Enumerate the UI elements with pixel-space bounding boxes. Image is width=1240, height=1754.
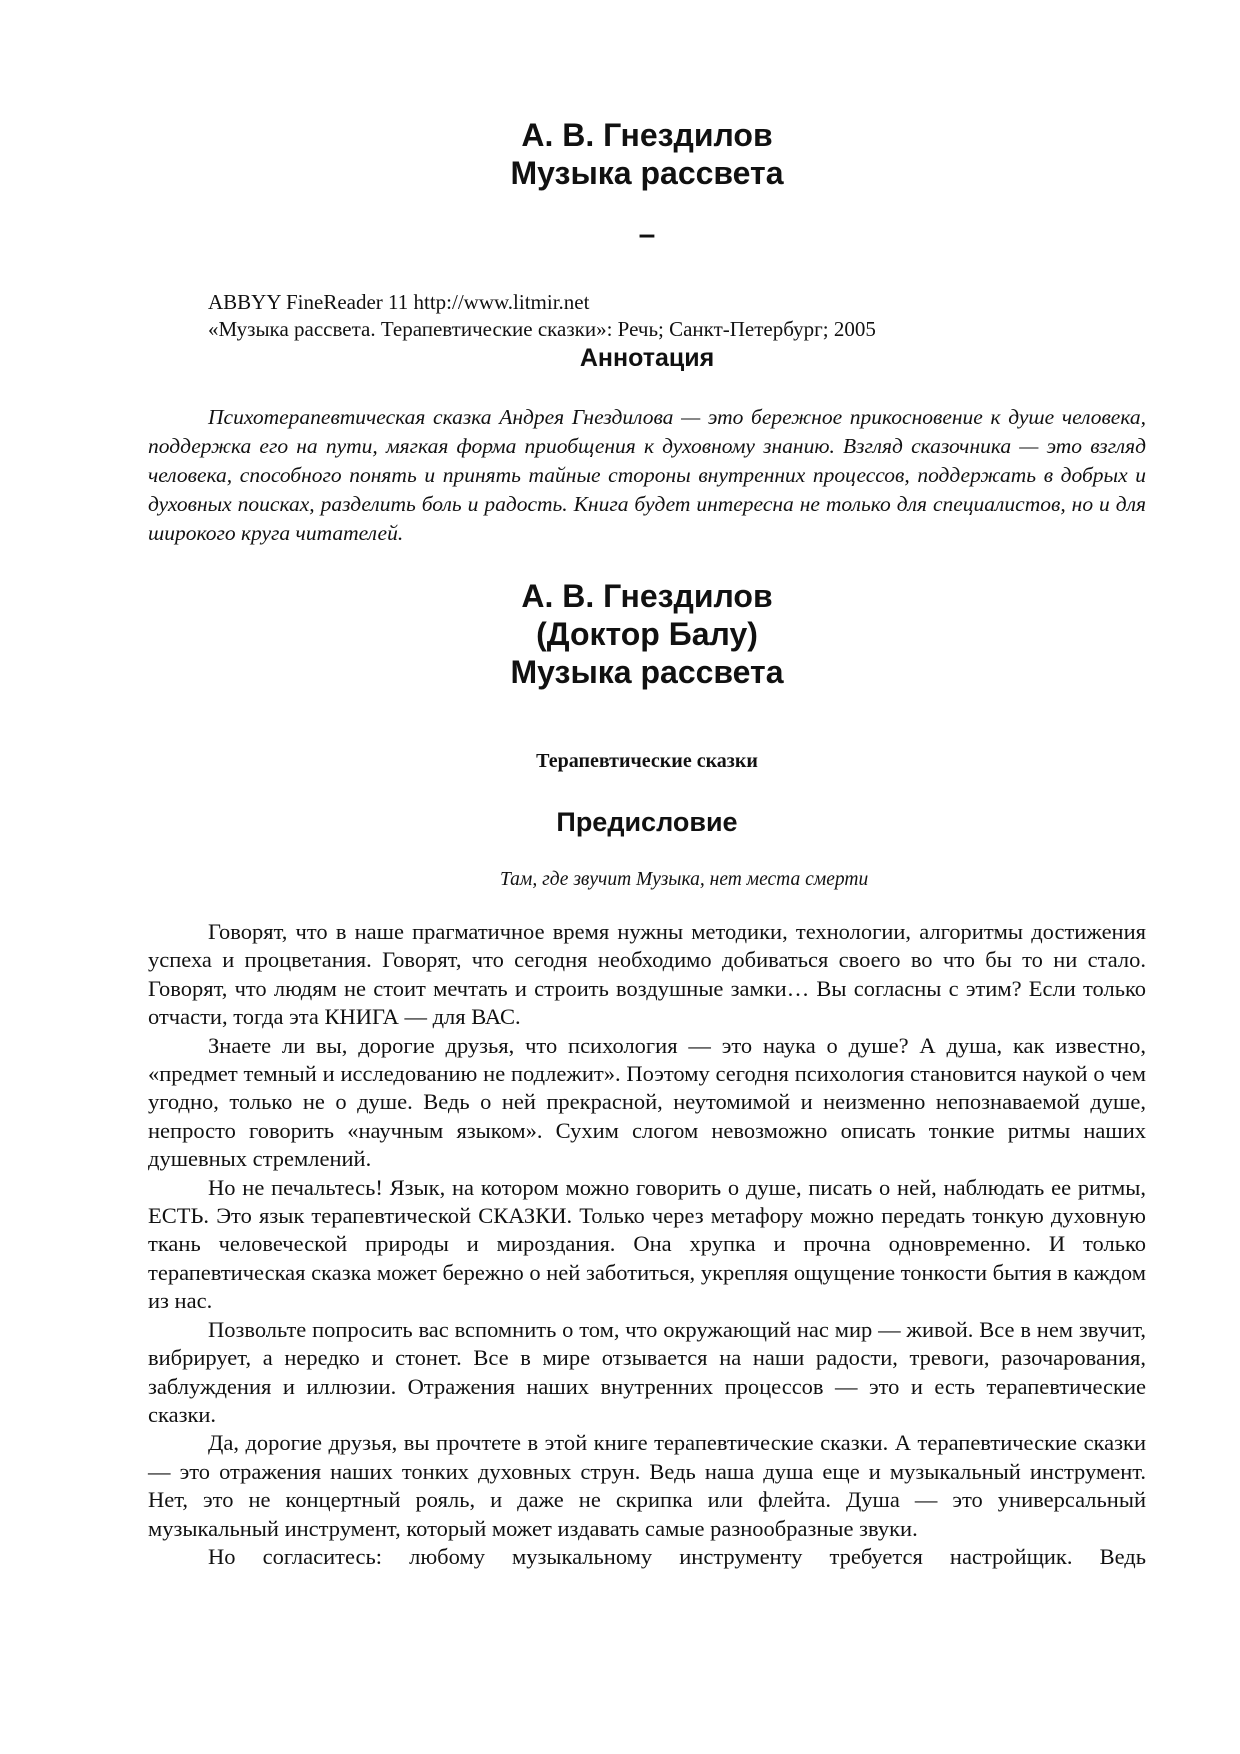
paragraph: Но не печальтесь! Язык, на котором можно говорить о душе, писать о ней, наблюдать ее ритмы, ЕСТЬ. Это язык терапевтической СКАЗКИ. Только через метафору можно передать тонкую духовную ткань человеческой природы и мироздания. Она хрупка и прочна одновременно. И только терапевтическая сказка может бережно о ней заботиться, укрепляя ощущение тонкости бытия в каждом из нас.: [148, 1174, 1146, 1314]
title-name: Музыка рассвета: [510, 654, 784, 690]
meta-source-line: ABBYY FineReader 11 http://www.litmir.net: [208, 290, 590, 314]
meta-publication-line: «Музыка рассвета. Терапевтические сказки»: Речь; Санкт-Петербург; 2005: [208, 317, 876, 341]
annotation-text: Психотерапевтическая сказка Андрея Гнездилова — это бережное прикосновение к душе человека, поддержка его на пути, мягкая форма приобщения к духовному знанию. Взгляд сказочника — это взгляд человека, способного понять и принять тайные стороны внутренних процессов, поддержать в добрых и духовных поисках, разделить боль и радость. Книга будет интересна не только для специалистов, но и для широкого круга читателей.: [148, 405, 1146, 545]
header-title: Музыка рассвета: [510, 155, 784, 191]
title-author: А. В. Гнездилов: [521, 578, 773, 614]
paragraph: Позвольте попросить вас вспомнить о том, что окружающий нас мир — живой. Все в нем звучит, вибрирует, а нередко и стонет. Все в мире отзывается на наши радости, тревоги, разочарования, заблуждения и иллюзии. Отражения наших внутренних процессов — это и есть терапевтические сказки.: [148, 1316, 1146, 1427]
preface-body: [148, 918, 1146, 1571]
document-header: [148, 116, 1146, 192]
header-dash: –: [638, 218, 656, 251]
paragraph: Знаете ли вы, дорогие друзья, что психология — это наука о душе? А душа, как известно, «предмет темный и исследованию не подлежит». Поэтому сегодня психология становится наукой о чем угодно, только не о душе. Ведь о ней прекрасной, неутомимой и неизменно непознаваемой душе, непросто говорить «научным языком». Сухим слогом невозможно описать тонкие ритмы наших душевных стремлений.: [148, 1032, 1146, 1172]
paragraph: Говорят, что в наше прагматичное время нужны методики, технологии, алгоритмы достижения успеха и процветания. Говорят, что сегодня необходимо добиваться своего во что бы то ни стало. Говорят, что людям не стоит мечтать и строить воздушные замки… Вы согласны с этим? Если только отчасти, тогда эта КНИГА — для ВАС.: [148, 919, 1146, 1030]
annotation-heading: Аннотация: [579, 344, 715, 372]
title-block: [148, 577, 1146, 691]
title-pseudonym: (Доктор Балу): [536, 616, 758, 652]
paragraph: Да, дорогие друзья, вы прочтете в этой книге терапевтические сказки. А терапевтические сказки — это отражения наших тонких духовных струн. Ведь наша душа еще и музыкальный инструмент. Нет, это не концертный рояль, и даже не скрипка или флейта. Душа — это универсальный музыкальный инструмент, который может издавать самые разнообразные звуки.: [148, 1430, 1146, 1541]
paragraph: Но согласитесь: любому музыкальному инструменту требуется настройщик. Ведь: [208, 1543, 1146, 1569]
epigraph: Там, где звучит Музыка, нет места смерти: [500, 869, 869, 890]
header-author: А. В. Гнездилов: [521, 117, 773, 153]
book-subtitle: Терапевтические сказки: [536, 750, 758, 772]
preface-heading: Предисловие: [556, 807, 738, 837]
